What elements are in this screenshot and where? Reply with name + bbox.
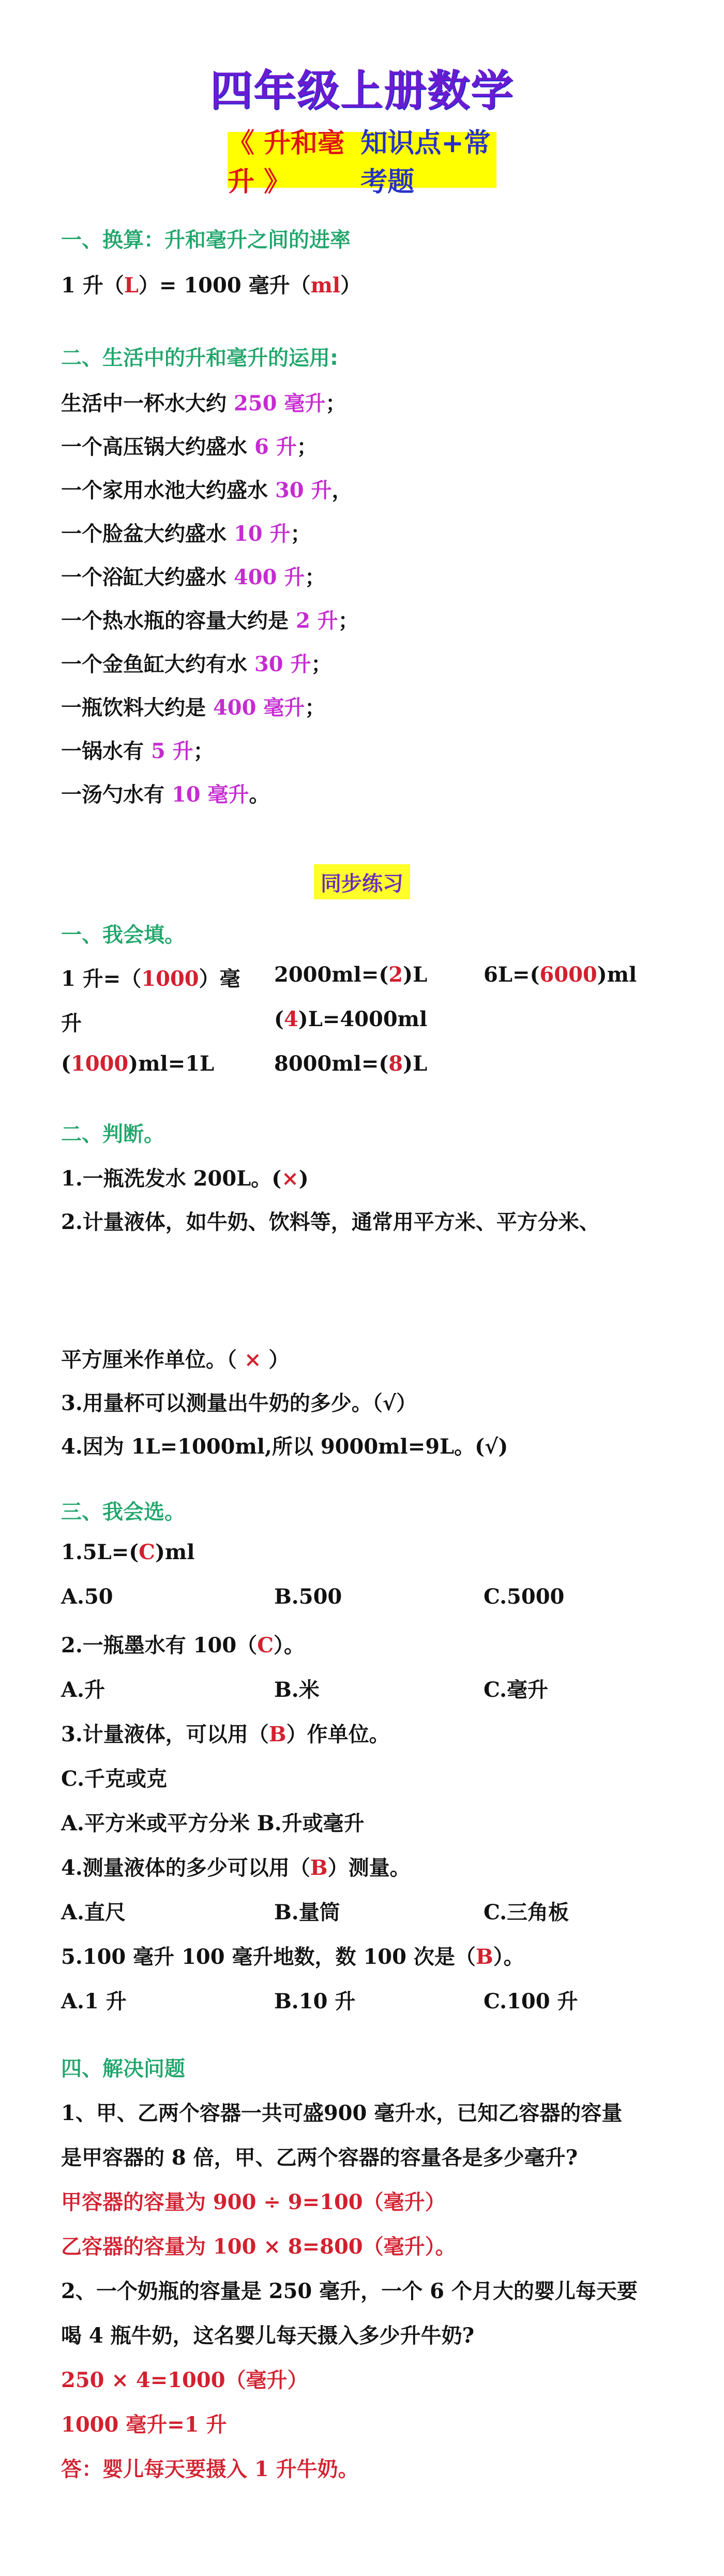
- list-item: 生活中一杯水大约 250 毫升；: [61, 391, 346, 416]
- fill-question-1: 1 升=（1000）毫: [61, 967, 240, 991]
- choice-option: C.5000: [484, 1585, 565, 1609]
- choice-question-3: 3.计量液体，可以用（B）作单位。: [61, 1722, 390, 1746]
- fill-question-3: 6L=(6000)ml: [484, 963, 637, 987]
- fill-question-6: 8000ml=(8)L: [274, 1052, 428, 1076]
- subtitle-banner: [228, 128, 496, 198]
- list-item: 一个浴缸大约盛水 400 升；: [61, 565, 326, 589]
- page-title: 四年级上册数学: [209, 66, 514, 115]
- problem-2-line-2: 喝 4 瓶牛奶，这名婴儿每天摄入多少升牛奶?: [61, 2323, 475, 2348]
- choice-question-5: 5.100 毫升 100 毫升地数，数 100 次是（B）。: [61, 1945, 524, 1969]
- problem-2-answer-2: 1000 毫升=1 升: [61, 2412, 227, 2437]
- choice-option: A.1 升: [61, 1989, 127, 2014]
- conversion-line: 1 升（L）= 1000 毫升（ml）: [61, 273, 361, 298]
- practice1-heading: 一、我会填。: [61, 923, 185, 947]
- problem-1-line-1: 1、甲、乙两个容器一共可盛900 毫升水，已知乙容器的容量: [61, 2101, 623, 2125]
- fill-question-2: 2000ml=(2)L: [274, 963, 428, 987]
- fill-question-5: (1000)ml=1L: [61, 1052, 215, 1076]
- practice2-heading: 二、判断。: [61, 1122, 164, 1146]
- choice-option: A.升: [61, 1678, 105, 1702]
- choice-option: A.直尺: [61, 1900, 126, 1924]
- problem-1-line-2: 是甲容器的 8 倍，甲、乙两个容器的容量各是多少毫升?: [61, 2145, 578, 2170]
- list-item: 一个脸盆大约盛水 10 升；: [61, 522, 311, 546]
- practice4-heading: 四、解决问题: [61, 2057, 185, 2081]
- choice-question-1: 1.5L=(C)ml: [61, 1540, 195, 1564]
- choice-question-4: 4.测量液体的多少可以用（B）测量。: [61, 1856, 411, 1880]
- judge-question-2: 2.计量液体，如牛奶、饮料等，通常用平方米、平方分米、: [61, 1210, 600, 1234]
- section2-heading: 二、生活中的升和毫升的运用:: [61, 346, 338, 370]
- choice-option: B.10 升: [274, 1989, 356, 2014]
- problem-2-answer-1: 250 × 4=1000（毫升）: [61, 2368, 308, 2392]
- fill-question-1-cont: 升: [61, 1011, 82, 1035]
- list-item: 一个家用水池大约盛水 30 升，: [61, 478, 353, 502]
- list-item: 一个高压锅大约盛水 6 升；: [61, 435, 318, 459]
- judge-question-3: 3.用量杯可以测量出牛奶的多少。（√）: [61, 1391, 417, 1415]
- practice-tag: 同步练习: [314, 864, 410, 899]
- list-item: 一个热水瓶的容量大约是 2 升；: [61, 609, 359, 633]
- list-item: 一锅水有 5 升；: [61, 739, 214, 763]
- problem-1-answer-2: 乙容器的容量为 100 × 8=800（毫升）。: [61, 2234, 456, 2259]
- choice-option: B.米: [274, 1678, 320, 1702]
- judge-question-2-cont: 平方厘米作单位。（ × ）: [61, 1348, 290, 1372]
- choice-option: C.三角板: [484, 1900, 569, 1924]
- choice-option: B.量筒: [274, 1900, 340, 1924]
- list-item: 一个金鱼缸大约有水 30 升；: [61, 652, 332, 676]
- choice-option: A.50: [61, 1585, 113, 1609]
- practice3-heading: 三、我会选。: [61, 1500, 185, 1524]
- judge-question-4: 4.因为 1L=1000ml,所以 9000ml=9L。(√): [61, 1434, 508, 1459]
- choice-option: C.100 升: [484, 1989, 578, 2014]
- list-item: 一瓶饮料大约是 400 毫升；: [61, 695, 326, 720]
- choice-option: A.平方米或平方分米 B.升或毫升: [61, 1811, 365, 1835]
- fill-question-4: (4)L=4000ml: [274, 1007, 428, 1031]
- subtitle-topic: 《 升和毫升 》: [228, 128, 345, 198]
- choice-option: C.千克或克: [61, 1767, 168, 1791]
- choice-question-2: 2.一瓶墨水有 100（C）。: [61, 1633, 305, 1657]
- choice-option: B.500: [274, 1585, 342, 1609]
- list-item: 一汤勺水有 10 毫升。: [61, 782, 270, 807]
- problem-2-line-1: 2、一个奶瓶的容量是 250 毫升，一个 6 个月大的婴儿每天要: [61, 2279, 638, 2303]
- problem-2-answer-3: 答：婴儿每天要摄入 1 升牛奶。: [61, 2457, 359, 2481]
- subtitle-type: 知识点+常考题: [360, 128, 491, 198]
- section1-heading: 一、换算：升和毫升之间的进率: [61, 228, 351, 252]
- problem-1-answer-1: 甲容器的容量为 900 ÷ 9=100（毫升）: [61, 2190, 446, 2214]
- choice-option: C.毫升: [484, 1678, 549, 1702]
- judge-question-1: 1.一瓶洗发水 200L。(×): [61, 1166, 309, 1191]
